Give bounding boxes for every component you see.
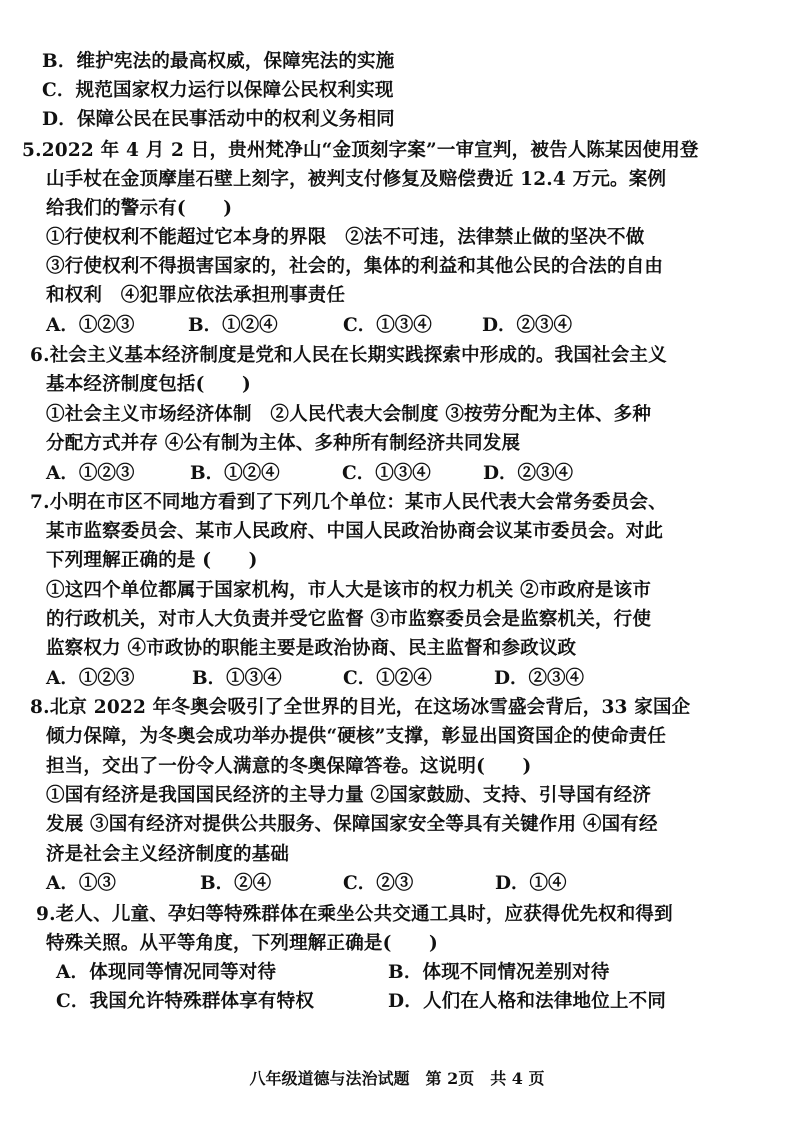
q4-option-b: B．维护宪法的最高权威，保障宪法的实施	[42, 51, 395, 72]
q4-option-d: D．保障公民在民事活动中的权利义务相同	[42, 109, 395, 130]
q6-option-d[interactable]: D．②③④	[483, 463, 574, 484]
q5-item-line: ①行使权利不能超过它本身的界限 ②法不可违，法律禁止做的坚决不做	[46, 227, 645, 248]
q8-stem-line: 8.北京 2022 年冬奥会吸引了全世界的目光，在这场冰雪盛会背后，33 家国企	[30, 697, 691, 718]
q9-option-d[interactable]: D．人们在人格和法律地位上不同	[388, 991, 667, 1012]
q6-item-line: ①社会主义市场经济体制 ②人民代表大会制度 ③按劳分配为主体、多种	[46, 404, 652, 425]
q9-option-b[interactable]: B．体现不同情况差别对待	[388, 962, 610, 983]
q8-item-line: 济是社会主义经济制度的基础	[46, 844, 290, 865]
q6-stem-line: 基本经济制度包括( )	[46, 374, 251, 395]
q7-stem-line: 某市监察委员会、某市人民政府、中国人民政治协商会议某市委员会。对此	[46, 521, 664, 542]
page-footer: 八年级道德与法治试题 第 2页 共 4 页	[249, 1069, 545, 1088]
q8-item-line: ①国有经济是我国国民经济的主导力量 ②国家鼓励、支持、引导国有经济	[46, 785, 652, 806]
q5-options	[46, 313, 746, 339]
q7-option-a[interactable]: A．①②③	[46, 668, 135, 689]
q7-option-c[interactable]: C．①②④	[343, 668, 432, 689]
q7-option-b[interactable]: B．①③④	[192, 668, 282, 689]
q8-option-b[interactable]: B．②④	[200, 873, 272, 894]
q6-option-b[interactable]: B．①②④	[190, 463, 280, 484]
q8-option-c[interactable]: C．②③	[343, 873, 414, 894]
q8-option-a[interactable]: A．①③	[46, 873, 116, 894]
q5-stem-line: 给我们的警示有( )	[46, 198, 233, 219]
q7-stem-line: 7.小明在市区不同地方看到了下列几个单位：某市人民代表大会常务委员会、	[30, 492, 667, 513]
q8-stem-line: 担当，交出了一份令人满意的冬奥保障答卷。这说明( )	[46, 756, 532, 777]
q5-option-c[interactable]: C．①③④	[343, 315, 432, 336]
q6-option-c[interactable]: C．①③④	[342, 463, 431, 484]
q5-option-d[interactable]: D．②③④	[482, 315, 573, 336]
q9-option-a[interactable]: A．体现同等情况同等对待	[56, 962, 277, 983]
q5-stem-line: 山手杖在金顶摩崖石壁上刻字，被判支付修复及赔偿费近 12.4 万元。案例	[46, 169, 667, 190]
q5-stem-line: 5.2022 年 4 月 2 日，贵州梵净山“金顶刻字案”一审宣判，被告人陈某因使用登	[22, 140, 699, 161]
q5-option-a[interactable]: A．①②③	[46, 315, 135, 336]
q7-item-line: 的行政机关，对市人大负责并受它监督 ③市监察委员会是监察机关，行使	[46, 609, 652, 630]
q8-stem-line: 倾力保障，为冬奥会成功举办提供“硬核”支撑，彰显出国资国企的使命责任	[46, 726, 667, 747]
q7-item-line: 监察权力 ④市政协的职能主要是政治协商、民主监督和参政议政	[46, 638, 577, 659]
q6-options	[46, 461, 746, 487]
q8-options	[46, 871, 746, 897]
q4-option-c: C．规范国家权力运行以保障公民权利实现	[42, 80, 394, 101]
q7-item-line: ①这四个单位都属于国家机构，市人大是该市的权力机关 ②市政府是该市	[46, 580, 652, 601]
q5-item-line: 和权利 ④犯罪应依法承担刑事责任	[46, 285, 346, 306]
q7-option-d[interactable]: D．②③④	[494, 668, 585, 689]
q6-option-a[interactable]: A．①②③	[46, 463, 135, 484]
q8-item-line: 发展 ③国有经济对提供公共服务、保障国家安全等具有关键作用 ④国有经	[46, 814, 658, 835]
q9-option-c[interactable]: C．我国允许特殊群体享有特权	[56, 991, 315, 1012]
q9-stem-line: 9.老人、儿童、孕妇等特殊群体在乘坐公共交通工具时，应获得优先权和得到	[36, 904, 673, 925]
q7-stem-line: 下列理解正确的是 ( )	[46, 550, 258, 571]
q8-option-d[interactable]: D．①④	[495, 873, 567, 894]
q9-stem-line: 特殊关照。从平等角度，下列理解正确是( )	[46, 933, 438, 954]
q7-options	[46, 666, 746, 692]
q6-stem-line: 6.社会主义基本经济制度是党和人民在长期实践探索中形成的。我国社会主义	[30, 345, 667, 366]
q5-option-b[interactable]: B．①②④	[188, 315, 278, 336]
q5-item-line: ③行使权利不得损害国家的，社会的，集体的利益和其他公民的合法的自由	[46, 256, 664, 277]
q6-item-line: 分配方式并存 ④公有制为主体、多种所有制经济共同发展	[46, 433, 521, 454]
